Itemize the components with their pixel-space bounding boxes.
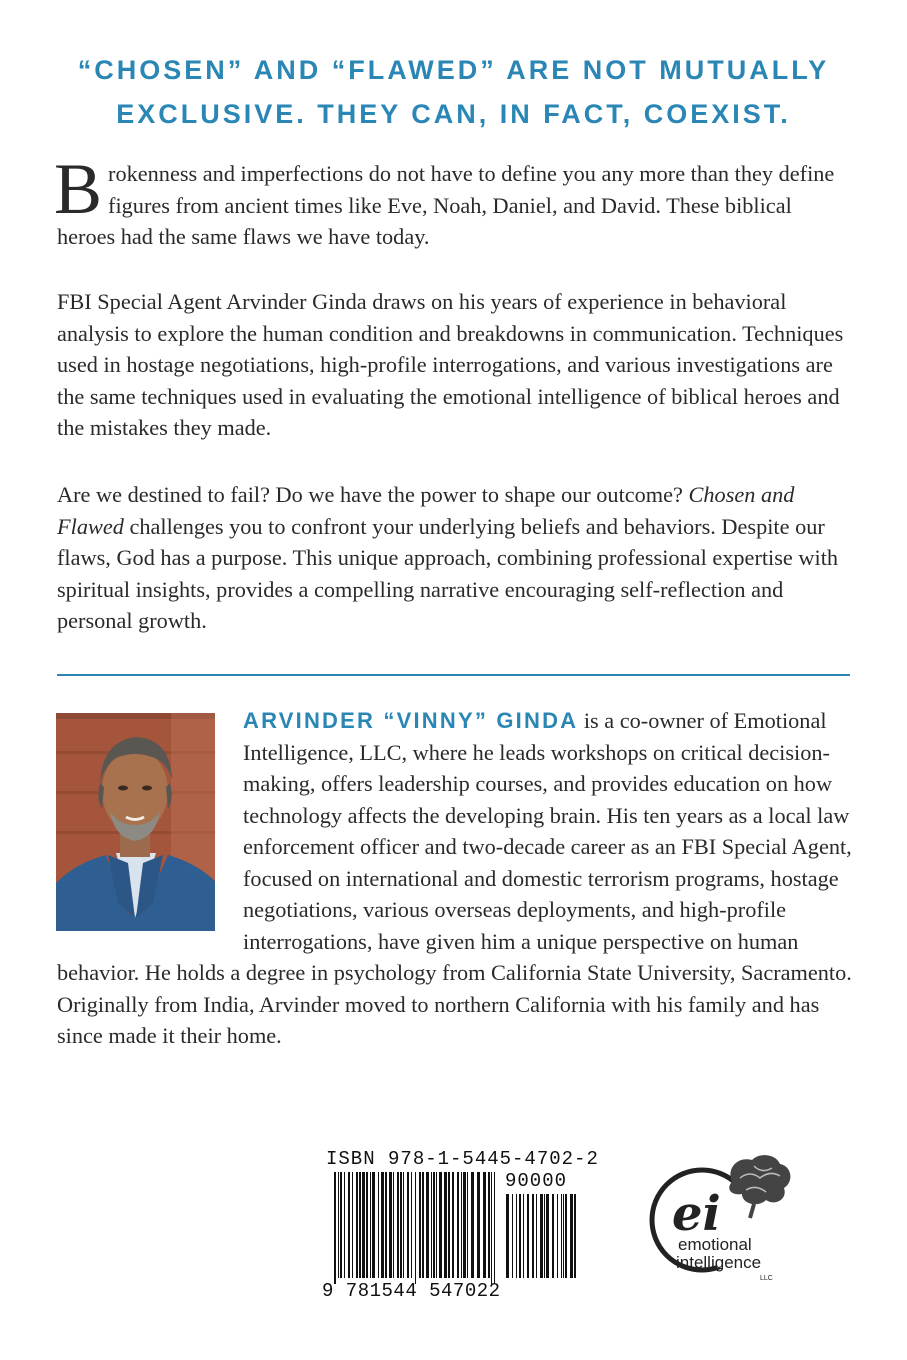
barcode-bar (488, 1172, 490, 1278)
barcode-bar (403, 1172, 404, 1278)
barcode-addon-bar (565, 1194, 567, 1278)
barcode-bar (431, 1172, 432, 1278)
headline-line-2: EXCLUSIVE. THEY CAN, IN FACT, COEXIST. (116, 99, 791, 129)
barcode-bar (372, 1172, 375, 1278)
barcode-bar (400, 1172, 402, 1278)
barcode-bar (348, 1172, 350, 1278)
barcode-bar (389, 1172, 392, 1278)
book-title-italic: Chosen and Flawed (57, 482, 795, 539)
barcode-bar (359, 1172, 361, 1278)
barcode-bar (467, 1172, 468, 1278)
barcode-bar (477, 1172, 480, 1278)
description-text-after: challenges you to confront your underlying beliefs and behaviors. Despite our flaws, God has a purpose. This unique approach, combining professional expertise with spiritual insights, provides a compelling narrative encouraging self-reflection and personal growth. (57, 513, 839, 633)
barcode-addon-bar (516, 1194, 517, 1278)
barcode-addon-bar (546, 1194, 549, 1278)
barcode-addon-bar (557, 1194, 558, 1278)
barcode-bar (463, 1172, 466, 1278)
barcode-bar (378, 1172, 379, 1278)
barcode-addon-bar (536, 1194, 537, 1278)
barcode-bar (452, 1172, 454, 1278)
barcode-addon-bar (523, 1194, 524, 1278)
barcode-bar (483, 1172, 486, 1278)
barcode-addon-bar (570, 1194, 573, 1278)
barcode-bar (356, 1172, 358, 1278)
barcode-bar (385, 1172, 387, 1278)
intro-text: rokenness and imperfections do not have to define you any more than they define figures from ancient times like Eve, Noah, Daniel, and David. These biblical heroes had the same flaws we have today. (57, 161, 835, 249)
author-name: ARVINDER “VINNY” GINDA (243, 708, 579, 733)
barcode-bar (407, 1172, 409, 1278)
barcode-bar (344, 1172, 345, 1278)
barcode-bar (419, 1172, 421, 1278)
logo-word-intelligence: intelligence (676, 1253, 762, 1272)
barcode-bar (444, 1172, 447, 1278)
barcode-bar (439, 1172, 442, 1278)
description-text-before: Are we destined to fail? Do we have the power to shape our outcome? (57, 482, 689, 507)
barcode-bar (494, 1172, 495, 1284)
barcode-bar (491, 1172, 492, 1284)
barcode-addon-bar (532, 1194, 534, 1278)
barcode-bar (393, 1172, 394, 1278)
barcode-bar (461, 1172, 462, 1278)
price-code: 90000 (505, 1170, 568, 1192)
barcode-bar (362, 1172, 365, 1278)
author-experience-paragraph: FBI Special Agent Arvinder Ginda draws on his years of experience in behavioral analysis to explore the human condition and breakdowns in communication. Techniques used in hostage negotiations, high-profile interrogations, and various investigations are the same techniques used in evaluating the emotional intelligence of biblical heroes and the mistakes they made. (57, 289, 844, 440)
barcode-addon-bar (519, 1194, 521, 1278)
barcode-bar (422, 1172, 424, 1278)
logo-word-emotional: emotional (678, 1235, 752, 1254)
barcode-addon-bar (561, 1194, 562, 1278)
intro-paragraph (54, 149, 851, 253)
barcode-bar (471, 1172, 474, 1278)
logo-letters: ei (672, 1186, 721, 1242)
barcode-addon-bar (540, 1194, 543, 1278)
headline (0, 48, 907, 136)
barcode-addon-bar (552, 1194, 554, 1278)
barcode-addon-bar (563, 1194, 564, 1278)
barcode-addon-bar (544, 1194, 545, 1278)
barcode-bar (370, 1172, 371, 1278)
barcode-bar (352, 1172, 353, 1278)
barcode-addon-bar (574, 1194, 576, 1278)
barcode-bar (381, 1172, 384, 1278)
logo-llc: LLC (760, 1275, 773, 1282)
barcode-bar (338, 1172, 339, 1278)
emotional-intelligence-logo (642, 1148, 792, 1288)
drop-cap: B (54, 149, 103, 229)
barcode-bar (433, 1172, 435, 1278)
barcode-bar (340, 1172, 342, 1278)
barcode-bar (366, 1172, 368, 1278)
barcode-addon-bar (506, 1194, 509, 1278)
isbn-number: 9 781544 547022 (322, 1280, 501, 1302)
barcode-bar (436, 1172, 437, 1278)
photo-float-spacer (57, 705, 243, 931)
barcode-bar (411, 1172, 412, 1278)
barcode-addon-bar (527, 1194, 529, 1278)
isbn-label: ISBN 978-1-5445-4702-2 (326, 1148, 599, 1170)
barcode-bar (457, 1172, 459, 1278)
barcode-bar (448, 1172, 450, 1278)
barcode-bar (426, 1172, 429, 1278)
barcode-bar (415, 1172, 416, 1284)
headline-line-1: “CHOSEN” AND “FLAWED” ARE NOT MUTUALLY (77, 55, 830, 85)
section-divider (57, 674, 850, 676)
barcode-bar (397, 1172, 399, 1278)
author-bio (57, 705, 853, 1052)
book-description-paragraph (57, 479, 851, 637)
author-bio-text: is a co-owner of Emotional Intelligence, LLC, where he leads workshops on critical decision-making, offers leadership courses, and provides education on how technology affects the developing brain. His ten years as a local law enforcement officer and two-decade career as an FBI Special Agent, focused on international and domestic terrorism programs, hostage negotiations, various overseas deployments, and high-profile interrogations, have given him a unique perspective on human behavior. He holds a degree in psychology from California State University, Sacramento. Originally from India, Arvinder moved to northern California with his family and has since made it their home. (57, 708, 852, 1048)
barcode-bar (334, 1172, 336, 1284)
barcode-addon-bar (512, 1194, 513, 1278)
